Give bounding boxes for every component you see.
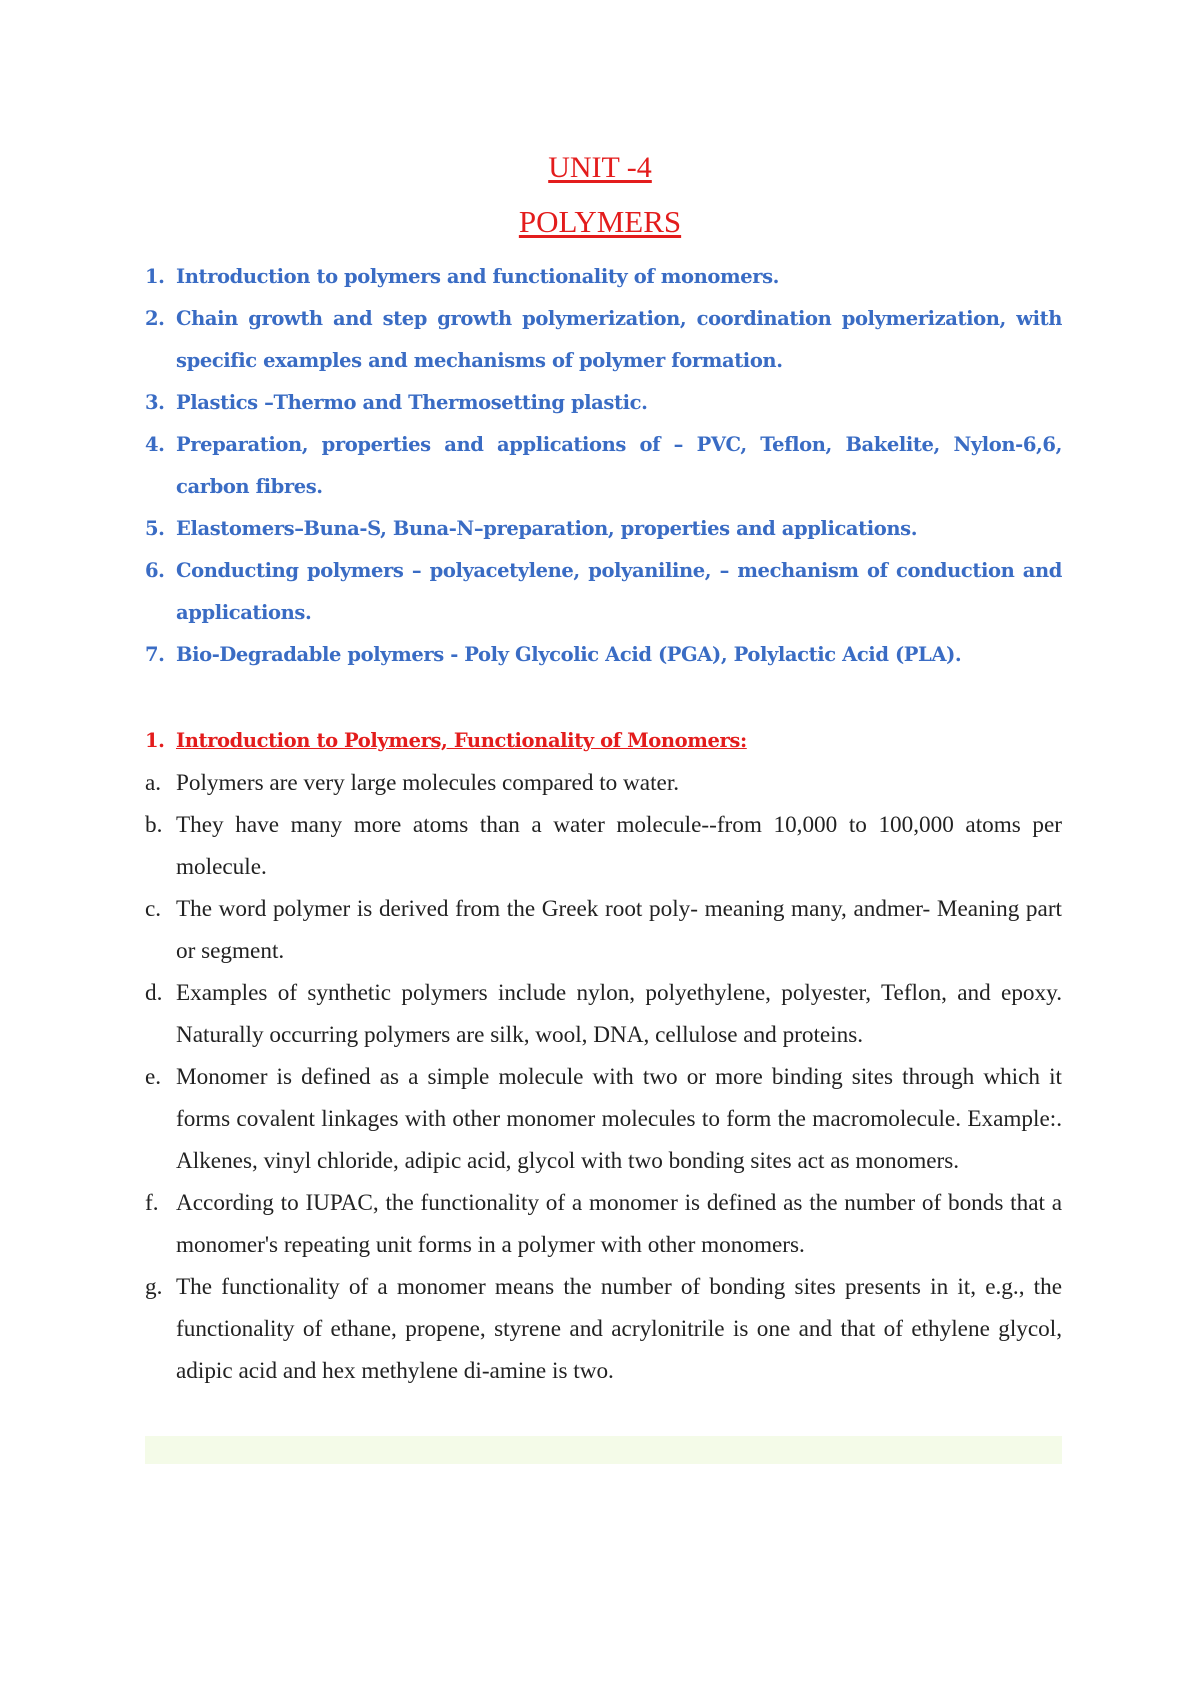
syllabus-item-number: 4. <box>145 433 165 456</box>
syllabus-item-number: 3. <box>145 391 165 414</box>
syllabus-item <box>145 508 1062 550</box>
syllabus-item-number: 1. <box>145 265 165 288</box>
syllabus-item <box>145 256 1062 298</box>
section-heading-text: Introduction to Polymers, Functionality of Monomers: <box>176 729 747 752</box>
section-number: 1. <box>145 729 165 752</box>
syllabus-item <box>145 382 1062 424</box>
list-item-text: According to IUPAC, the functionality of a monomer is defined as the number of bonds that a monomer's repeating unit forms in a polymer with other monomers. <box>176 1190 1062 1258</box>
syllabus-item-text: Conducting polymers – polyacetylene, polyaniline, – mechanism of conduction and applications. <box>176 559 1062 624</box>
list-item-marker: a. <box>145 770 162 796</box>
list-item-marker: f. <box>145 1190 159 1216</box>
list-item-text: Examples of synthetic polymers include nylon, polyethylene, polyester, Teflon, and epoxy. Naturally occurring polymers are silk, wool, DNA, cellulose and proteins. <box>176 980 1062 1048</box>
list-item <box>145 972 1062 1056</box>
list-item-marker: e. <box>145 1064 162 1090</box>
syllabus-item-number: 5. <box>145 517 165 540</box>
syllabus-item-text: Plastics –Thermo and Thermosetting plastic. <box>176 391 648 414</box>
syllabus-item-text: Preparation, properties and applications of – PVC, Teflon, Bakelite, Nylon-6,6, carbon fibres. <box>176 433 1062 498</box>
list-item <box>145 1056 1062 1182</box>
list-item-marker: b. <box>145 812 163 838</box>
list-item-text: The word polymer is derived from the Greek root poly- meaning many, andmer- Meaning part or segment. <box>176 896 1062 964</box>
page-title: POLYMERS <box>518 204 682 239</box>
syllabus-item-text: Chain growth and step growth polymerization, coordination polymerization, with specific examples and mechanisms of polymer formation. <box>176 307 1062 372</box>
list-item <box>145 1266 1062 1392</box>
syllabus-list <box>145 256 1062 676</box>
list-item-text: Monomer is defined as a simple molecule with two or more binding sites through which it forms covalent linkages with other monomer molecules to form the macromolecule. Example:. Alkenes, vinyl chloride, adipic acid, glycol with two bonding sites act as monomers. <box>176 1064 1062 1174</box>
list-item-marker: d. <box>145 980 163 1006</box>
content-list <box>145 762 1062 1392</box>
list-item-text: The functionality of a monomer means the number of bonding sites presents in it, e.g., the functionality of ethane, propene, styrene and acrylonitrile is one and that of ethylene glycol, adipic acid and hex methylene di-amine is two. <box>176 1274 1062 1384</box>
list-item-text: Polymers are very large molecules compared to water. <box>176 770 680 796</box>
syllabus-item <box>145 298 1062 382</box>
syllabus-item <box>145 424 1062 508</box>
list-item-marker: g. <box>145 1274 163 1300</box>
unit-title: UNIT -4 <box>548 151 652 184</box>
list-item-text: They have many more atoms than a water molecule--from 10,000 to 100,000 atoms per molecule. <box>176 812 1062 880</box>
syllabus-item-text: Introduction to polymers and functionality of monomers. <box>176 265 780 288</box>
syllabus-item-number: 7. <box>145 643 165 666</box>
syllabus-item <box>145 550 1062 634</box>
list-item <box>145 1182 1062 1266</box>
list-item <box>145 762 1062 804</box>
list-item <box>145 888 1062 972</box>
syllabus-item-text: Elastomers–Buna-S, Buna-N–preparation, properties and applications. <box>176 517 918 540</box>
syllabus-item-number: 6. <box>145 559 165 582</box>
syllabus-item-text: Bio-Degradable polymers - Poly Glycolic Acid (PGA), Polylactic Acid (PLA). <box>176 643 962 666</box>
highlight-strip <box>145 1436 1062 1464</box>
list-item-marker: c. <box>145 896 162 922</box>
syllabus-item <box>145 634 1062 676</box>
syllabus-item-number: 2. <box>145 307 165 330</box>
list-item <box>145 804 1062 888</box>
